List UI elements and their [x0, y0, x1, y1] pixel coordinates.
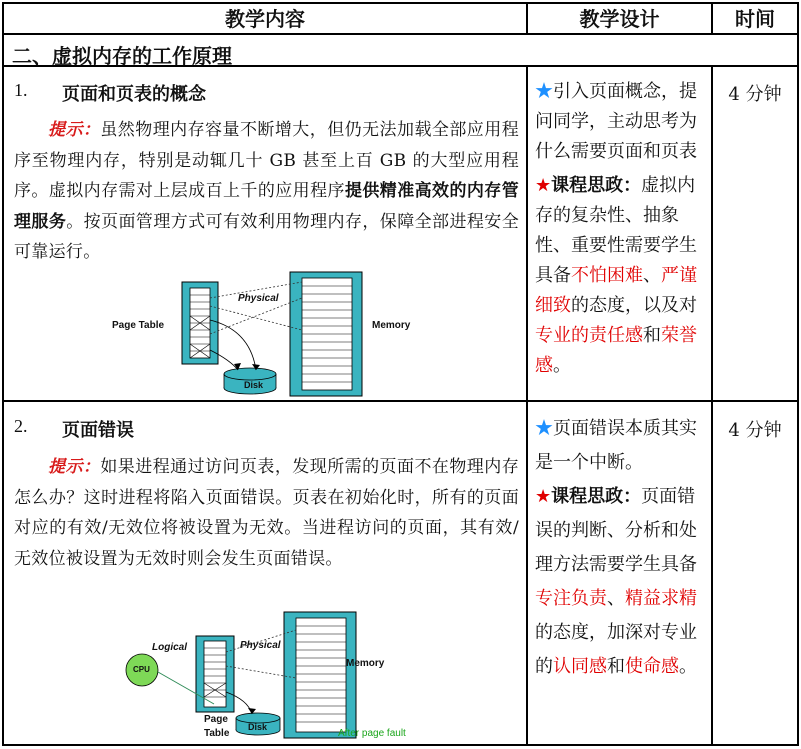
section-title: 二、虚拟内存的工作原理 [12, 44, 232, 68]
table-border-bottom [2, 744, 798, 746]
diagram2-label-table: Table [204, 728, 230, 739]
diagram2-label-after-page-fault: After page fault [338, 728, 406, 739]
diagram2-label-cpu: CPU [133, 665, 150, 674]
item-1-red-1: 不怕困难 [571, 265, 643, 286]
item-1-ideo-b: 的态度，以及对 [571, 295, 697, 316]
item-2-red-3: 认同感 [553, 656, 607, 677]
diagram2-label-logical: Logical [152, 642, 188, 653]
diagram2-label-page: Page [204, 714, 228, 725]
item-2-paragraph [14, 452, 519, 574]
diagram1-label-physical: Physical [238, 293, 279, 304]
item-1-hint-label: 提示： [48, 120, 101, 140]
diagram1-label-page-table: Page Table [112, 320, 165, 331]
diagram-page-fault [118, 608, 448, 744]
item-1-paragraph [14, 115, 519, 268]
item-1-red-2: 严谨细致 [535, 265, 697, 316]
table-border-top [2, 2, 798, 4]
item-2-hint-label: 提示： [48, 457, 101, 477]
item-2-star-icon: ★ [535, 418, 553, 439]
item-2-red-star-icon: ★ [535, 486, 552, 507]
item-2-design [535, 412, 707, 684]
diagram2-label-memory: Memory [346, 658, 385, 669]
diagram1-label-memory: Memory [372, 320, 411, 331]
diagram-page-table-svg [110, 270, 430, 400]
item-2-time: 4 分钟 [728, 420, 782, 441]
item-1-and: 和 [643, 325, 661, 346]
diagram1-label-disk: Disk [244, 380, 264, 390]
table-col-divider-2 [711, 65, 713, 745]
item-1-design-intro: 引入页面概念，提问同学，主动思考为什么需要页面和页表 [535, 81, 697, 162]
header-content: 教学内容 [225, 7, 305, 31]
table-border-left [2, 2, 4, 746]
item-2-ideo-label: 课程思政： [551, 486, 642, 507]
item-2-red-4: 使命感 [625, 656, 679, 677]
item-1-para-a: 虽然物理内存容量不断增大，但仍无法加载全部应用程序至物理内存，特别是动辄几十 GB 甚至上百 GB 的大型应用程序。虚拟内存需对上层成百上千的应用程序 [14, 120, 519, 201]
item-2-title: 页面错误 [62, 420, 134, 441]
item-1-para-b: 。按页面管理方式可有效利用物理内存，保障全部进程安全可靠运行。 [14, 211, 519, 262]
item-1-sep: 、 [643, 265, 661, 286]
item-2-ideo-b: 的态度，加深对专业的 [535, 622, 697, 677]
item-1-ideo-label: 课程思政： [551, 175, 642, 196]
item-2-para: 如果进程通过访问页表，发现所需的页面不在物理内存怎么办？这时进程将陷入页面错误。页表在初始化时，所有的页面对应的有效/无效位将被设置为无效。当进程访问的页面，其有效/无效位被设置为无效时则会发生页面错误。 [14, 457, 519, 569]
item-1-design [535, 77, 707, 381]
item-2-number: 2. [14, 416, 28, 436]
item-2-red-2: 精益求精 [625, 588, 697, 609]
item-2-ideo-a: 页面错误的判断、分析和处理方法需要学生具备 [535, 486, 697, 575]
item-1-red-star-icon: ★ [535, 175, 552, 196]
header-design: 教学设计 [579, 7, 660, 31]
item-1-star-icon: ★ [535, 81, 553, 102]
item-1-para-strong: 提供精准高效的内存管理服务 [14, 181, 519, 232]
item-2-end: 。 [679, 656, 697, 677]
diagram2-label-physical: Physical [240, 640, 281, 651]
table-border-row1-bottom [2, 400, 798, 402]
item-1-ideo-a: 虚拟内存的复杂性、抽象性、重要性需要学生具备 [535, 175, 697, 286]
diagram2-label-disk: Disk [248, 722, 268, 732]
table-border-header-bottom [2, 33, 798, 35]
item-2-red-1: 专注负责 [535, 588, 607, 609]
item-1-title: 页面和页表的概念 [62, 84, 206, 105]
diagram-page-table [110, 270, 430, 400]
table-col-divider-1 [526, 65, 528, 745]
item-2-and: 和 [607, 656, 625, 677]
table-border-right [797, 2, 799, 746]
item-1-end: 。 [553, 355, 571, 376]
item-2-design-intro: 页面错误本质其实是一个中断。 [535, 418, 697, 473]
item-1-number: 1. [14, 80, 28, 100]
header-time: 时间 [735, 7, 775, 31]
item-2-sep: 、 [607, 588, 625, 609]
item-1-red-3: 专业的责任感 [535, 325, 643, 346]
diagram-page-fault-svg [118, 608, 448, 744]
item-1-time: 4 分钟 [728, 84, 782, 105]
item-1-red-4: 荣誉感 [535, 325, 697, 376]
